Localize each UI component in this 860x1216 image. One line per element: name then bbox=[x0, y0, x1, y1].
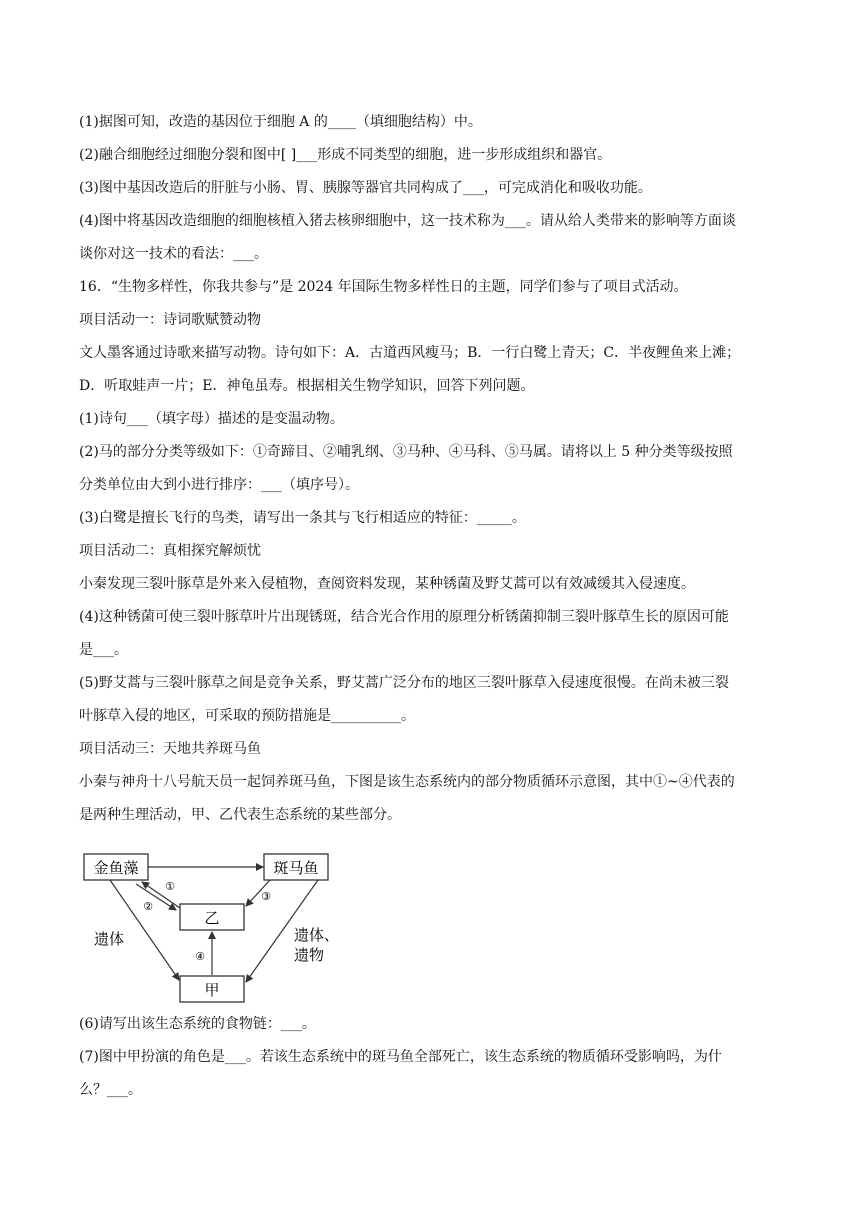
material-cycle-svg bbox=[80, 848, 350, 1008]
text-goldfish-algae: 金鱼藻 bbox=[93, 859, 139, 877]
activity-2-title: 项目活动二：真相探究解烦忧 bbox=[79, 543, 261, 559]
activity-1-poems-cont: D．听取蛙声一片；E．神龟虽寿。根据相关生物学知识，回答下列问题。 bbox=[79, 378, 535, 394]
question-15-4-cont: 谈你对这一技术的看法：___。 bbox=[79, 246, 268, 262]
question-15-2: (2)融合细胞经过细胞分裂和图中[ ]___形成不同类型的细胞，进一步形成组织和器官。 bbox=[79, 147, 612, 163]
label-num-1: ① bbox=[165, 880, 175, 893]
activity-3-intro: 小秦与神舟十八号航天员一起饲养斑马鱼，下图是该生态系统内的部分物质循环示意图，其中①~④代表的 bbox=[79, 774, 735, 790]
question-16-6: (6)请写出该生态系统的食物链：___。 bbox=[79, 1016, 316, 1032]
question-16-5-cont: 叶豚草入侵的地区，可采取的预防措施是__________。 bbox=[79, 708, 415, 724]
label-num-4: ④ bbox=[195, 950, 205, 963]
activity-3-intro-cont: 是两种生理活动，甲、乙代表生态系统的某些部分。 bbox=[79, 807, 401, 823]
activity-3-title: 项目活动三：天地共养斑马鱼 bbox=[79, 741, 261, 757]
activity-1-title: 项目活动一：诗词歌赋赞动物 bbox=[79, 312, 261, 328]
activity-2-intro: 小秦发现三裂叶豚草是外来入侵植物，查阅资料发现，某种锈菌及野艾蒿可以有效减缓其入侵速度。 bbox=[79, 576, 695, 592]
question-15-3: (3)图中基因改造后的肝脏与小肠、胃、胰腺等器官共同构成了___，可完成消化和吸收功能。 bbox=[79, 180, 652, 196]
question-16-7: (7)图中甲扮演的角色是___。若该生态系统中的斑马鱼全部死亡，该生态系统的物质循环受影响吗，为什 bbox=[79, 1049, 722, 1065]
question-16-5: (5)野艾蒿与三裂叶豚草之间是竞争关系，野艾蒿广泛分布的地区三裂叶豚草入侵速度很慢。在尚未被三裂 bbox=[79, 675, 729, 691]
question-15-1: (1)据图可知，改造的基因位于细胞 A 的____（填细胞结构）中。 bbox=[79, 114, 482, 130]
label-num-2: ② bbox=[143, 900, 153, 913]
text-zebrafish: 斑马鱼 bbox=[273, 859, 319, 877]
question-16-1: (1)诗句___（填字母）描述的是变温动物。 bbox=[79, 411, 344, 427]
question-16-2: (2)马的部分分类等级如下：①奇蹄目、②哺乳纲、③马种、④马科、⑤马属。请将以上 5 种分类等级按照 bbox=[79, 444, 733, 460]
question-16-3: (3)白鹭是擅长飞行的鸟类，请写出一条其与飞行相适应的特征：_____。 bbox=[79, 510, 526, 526]
question-15-4: (4)图中将基因改造细胞的细胞核植入猪去核卵细胞中，这一技术称为___。请从给人类带来的影响等方面谈 bbox=[79, 213, 736, 229]
text-yi: 乙 bbox=[204, 909, 220, 927]
question-16-7-cont: 么？___。 bbox=[79, 1082, 142, 1098]
label-remains-right-2: 遗物 bbox=[294, 946, 325, 964]
label-remains-left: 遗体 bbox=[94, 930, 125, 948]
text-jia: 甲 bbox=[204, 981, 220, 999]
question-16-4: (4)这种锈菌可使三裂叶豚草叶片出现锈斑，结合光合作用的原理分析锈菌抑制三裂叶豚草生长的原因可能 bbox=[79, 609, 729, 625]
activity-1-poems: 文人墨客通过诗歌来描写动物。诗句如下：A．古道西风瘦马；B．一行白鹭上青天；C．半夜鲤鱼来上滩； bbox=[79, 345, 741, 361]
label-remains-right-1: 遗体、 bbox=[294, 926, 340, 944]
label-num-3: ③ bbox=[261, 890, 271, 903]
material-cycle-diagram bbox=[80, 848, 350, 1008]
question-16-4-cont: 是___。 bbox=[79, 642, 128, 658]
question-16-intro: 16．“生物多样性，你我共参与”是 2024 年国际生物多样性日的主题，同学们参与了项目式活动。 bbox=[79, 279, 688, 295]
question-16-2-cont: 分类单位由大到小进行排序：___（填序号）。 bbox=[79, 477, 359, 493]
